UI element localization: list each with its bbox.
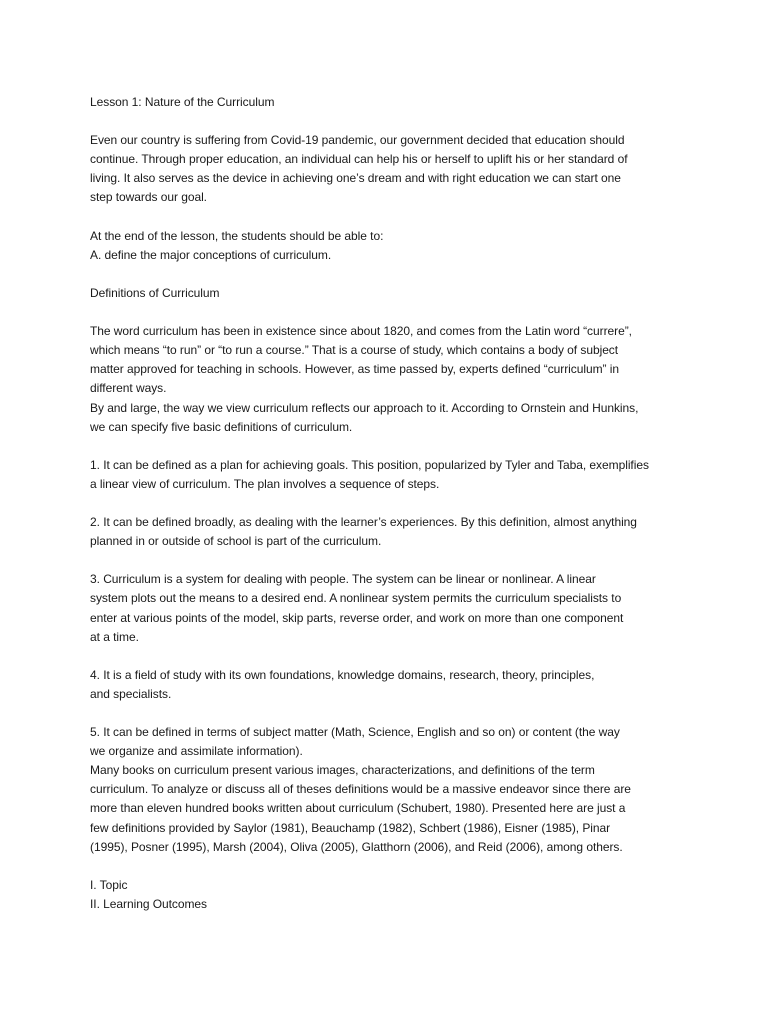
section-heading <box>90 284 690 303</box>
paragraph-line: we can specify five basic definitions of curriculum. <box>90 419 353 434</box>
paragraph-line: few definitions provided by Saylor (1981), Beauchamp (1982), Schbert (1986), Eisner (1985), Pinar <box>90 820 611 835</box>
paragraph-line: 2. It can be defined broadly, as dealing with the learner’s experiences. By this definition, almost anything <box>90 515 637 530</box>
definition-item-3 <box>90 570 690 646</box>
outline-item: I. Topic <box>90 877 128 892</box>
paragraph-line: A. define the major conceptions of curriculum. <box>90 247 332 262</box>
paragraph-line: curriculum. To analyze or discuss all of theses definitions would be a massive endeavor since there are <box>90 782 631 797</box>
paragraph-line: continue. Through proper education, an individual can help his or herself to uplift his or her standard of <box>90 152 628 167</box>
paragraph-line: step towards our goal. <box>90 190 207 205</box>
section-heading-text: Definitions of Curriculum <box>90 285 220 300</box>
paragraph-line: more than eleven hundred books written about curriculum (Schubert, 1980). Presented here are just a <box>90 801 626 816</box>
paragraph-line: different ways. <box>90 381 167 396</box>
definition-item-5 <box>90 723 690 857</box>
paragraph-line: (1995), Posner (1995), Marsh (2004), Oliva (2005), Glatthorn (2006), and Reid (2006), among others. <box>90 839 623 854</box>
paragraph-line: system plots out the means to a desired end. A nonlinear system permits the curriculum specialists to <box>90 591 622 606</box>
document-body <box>90 93 690 914</box>
paragraph-line: Many books on curriculum present various images, characterizations, and definitions of the term <box>90 763 595 778</box>
paragraph-line: Even our country is suffering from Covid-19 pandemic, our government decided that education should <box>90 133 625 148</box>
lesson-title-text: Lesson 1: Nature of the Curriculum <box>90 95 275 109</box>
paragraph-line: 4. It is a field of study with its own foundations, knowledge domains, research, theory, principles, <box>90 667 595 682</box>
definition-paragraph <box>90 322 690 437</box>
paragraph-line: 1. It can be defined as a plan for achieving goals. This position, popularized by Tyler and Taba, exemplifies <box>90 457 649 472</box>
definition-item-1 <box>90 456 690 494</box>
objectives-paragraph <box>90 227 690 265</box>
paragraph-line: matter approved for teaching in schools. However, as time passed by, experts defined “curriculum” in <box>90 362 620 377</box>
paragraph-line: planned in or outside of school is part of the curriculum. <box>90 534 382 549</box>
paragraph-line: a linear view of curriculum. The plan involves a sequence of steps. <box>90 476 440 491</box>
paragraph-line: 5. It can be defined in terms of subject matter (Math, Science, English and so on) or content (the way <box>90 725 620 740</box>
intro-paragraph <box>90 131 690 207</box>
definition-item-2 <box>90 513 690 551</box>
paragraph-line: and specialists. <box>90 686 172 701</box>
outline-list <box>90 876 690 914</box>
paragraph-line: 3. Curriculum is a system for dealing with people. The system can be linear or nonlinear. A linear <box>90 572 596 587</box>
paragraph-line: which means “to run” or “to run a course.” That is a course of study, which contains a body of subject <box>90 343 619 358</box>
paragraph-line: At the end of the lesson, the students should be able to: <box>90 228 384 243</box>
paragraph-line: living. It also serves as the device in achieving one’s dream and with right education we can start one <box>90 171 621 186</box>
definition-item-4 <box>90 666 690 704</box>
paragraph-line: enter at various points of the model, skip parts, reverse order, and work on more than one component <box>90 610 624 625</box>
paragraph-line: The word curriculum has been in existence since about 1820, and comes from the Latin word “currere”, <box>90 324 632 339</box>
paragraph-line: we organize and assimilate information). <box>90 744 303 759</box>
lesson-title <box>90 93 690 112</box>
paragraph-line: By and large, the way we view curriculum reflects our approach to it. According to Ornstein and Hunkins, <box>90 400 639 415</box>
paragraph-line: at a time. <box>90 629 139 644</box>
outline-item: II. Learning Outcomes <box>90 896 208 911</box>
